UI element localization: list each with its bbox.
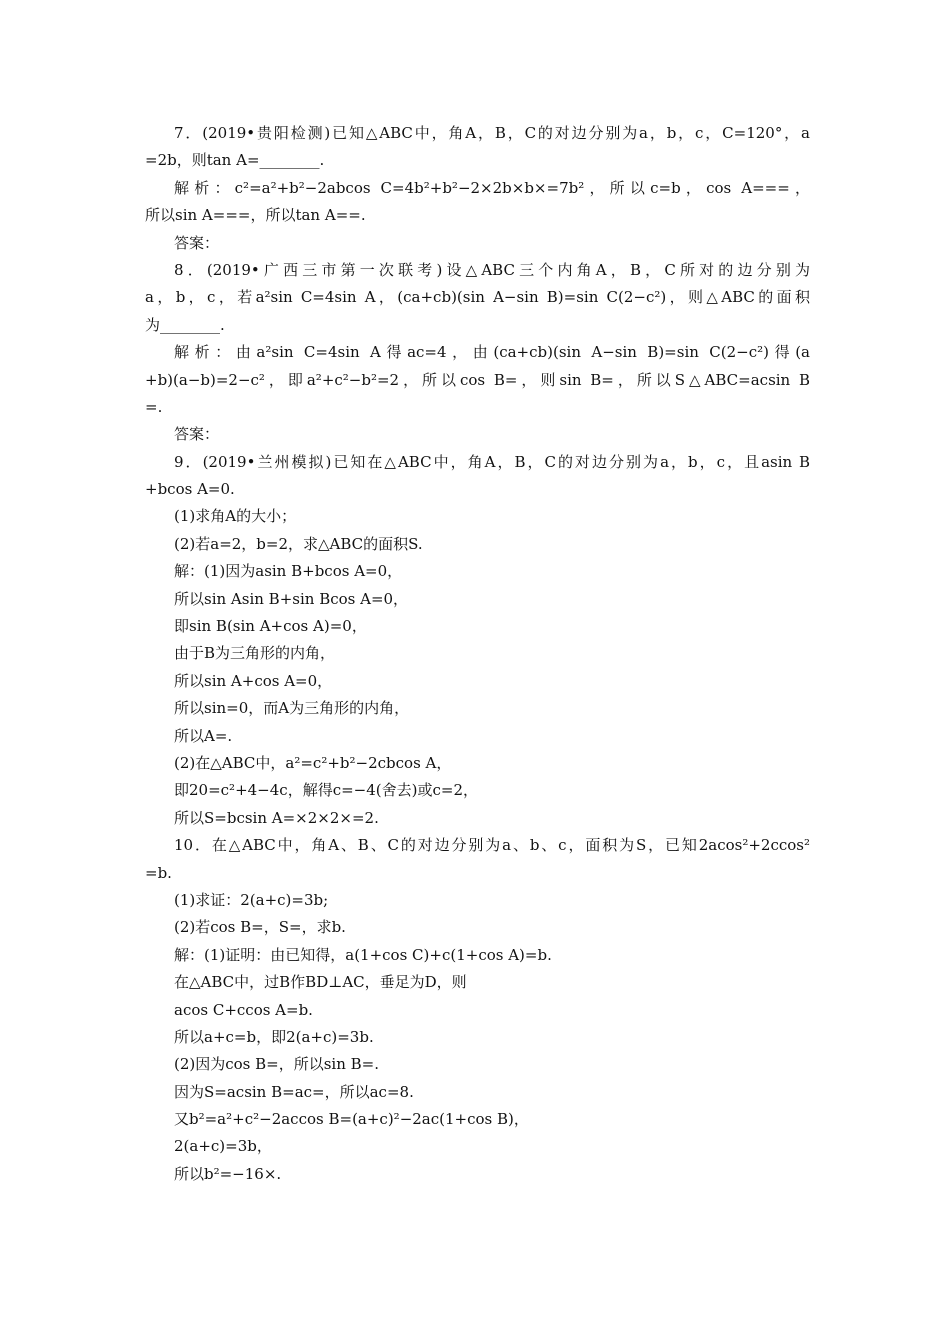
text-line: (2)若a=2，b=2，求△ABC的面积S. [174,534,423,553]
text-line: 所以sin A+cos A=0， [174,671,333,690]
text-line: 7．(2019•贵阳检测)已知△ABC中，角A，B，C的对边分别为a，b，c，C=120°，a [174,124,810,142]
text-line: (2)在△ABC中，a²=c²+b²−2cbcos A， [174,753,452,772]
text-line: (2)因为cos B=，所以sin B=. [174,1055,380,1074]
text-line: 由于B为三角形的内角， [174,644,336,663]
text-line: 8．(2019•广西三市第一次联考)设△ABC三个内角A，B，C所对的边分别为 [174,260,810,279]
text-line: =. [145,397,163,416]
text-line: 所以A=. [174,726,233,745]
text-line: 解：(1)因为asin B+bcos A=0， [174,562,403,581]
text-line: 解析：由a²sin C=4sin A得ac=4，由(ca+cb)(sin A−sin B)=sin C(2−c²)得(a [174,343,810,362]
text-line: 9．(2019•兰州模拟)已知在△ABC中，角A，B，C的对边分别为a，b，c，且asin B [174,452,810,471]
text-line: 10．在△ABC中，角A、B、C的对边分别为a、b、c，面积为S，已知2acos²+2ccos² [174,836,810,855]
text-line: (2)若cos B=，S=，求b. [174,918,346,937]
text-line: 所以sin=0，而A为三角形的内角， [174,699,410,718]
text-line: 所以a+c=b，即2(a+c)=3b. [174,1027,374,1046]
text-line: 所以sin A===，所以tan A==. [145,206,366,225]
text-line: 在△ABC中，过B作BD⊥AC，垂足为D，则 [174,973,467,992]
text-line: 为________. [145,315,225,334]
text-line: acos C+ccos A=b. [174,1000,313,1019]
text-line: (1)求证：2(a+c)=3b; [174,890,329,909]
text-line: (1)求角A的大小； [174,507,297,526]
text-line: 即20=c²+4−4c，解得c=−4(舍去)或c=2， [174,781,478,800]
text-line: 2(a+c)=3b， [174,1137,272,1156]
text-line: 解：(1)证明：由已知得，a(1+cos C)+c(1+cos A)=b. [174,945,552,964]
text-line: a，b，c，若a²sin C=4sin A，(ca+cb)(sin A−sin B)=sin C(2−c²)，则△ABC的面积 [145,288,810,307]
text-line: 又b²=a²+c²−2accos B=(a+c)²−2ac(1+cos B)， [174,1110,529,1129]
text-line: +bcos A=0. [145,480,235,499]
text-line: 答案： [174,425,220,444]
text-line: +b)(a−b)=2−c²，即a²+c²−b²=2，所以cos B=，则sin B=，所以S△ABC=acsin B [145,370,810,389]
text-line: 解析：c²=a²+b²−2abcos C=4b²+b²−2×2b×b×=7b²，所以c=b，cos A===， [174,178,810,197]
text-line: 因为S=acsin B=ac=，所以ac=8. [174,1082,414,1101]
document-body [145,120,810,1188]
text-line: 即sin B(sin A+cos A)=0， [174,617,367,636]
text-line: 所以sin Asin B+sin Bcos A=0， [174,589,409,608]
text-line: =2b，则tan A=________. [145,151,325,170]
text-line: 所以b²=−16×. [174,1164,282,1183]
text-line: 所以S=bcsin A=×2×2×=2. [174,808,379,827]
text-line: =b. [145,863,172,882]
text-line: 答案： [174,233,220,252]
